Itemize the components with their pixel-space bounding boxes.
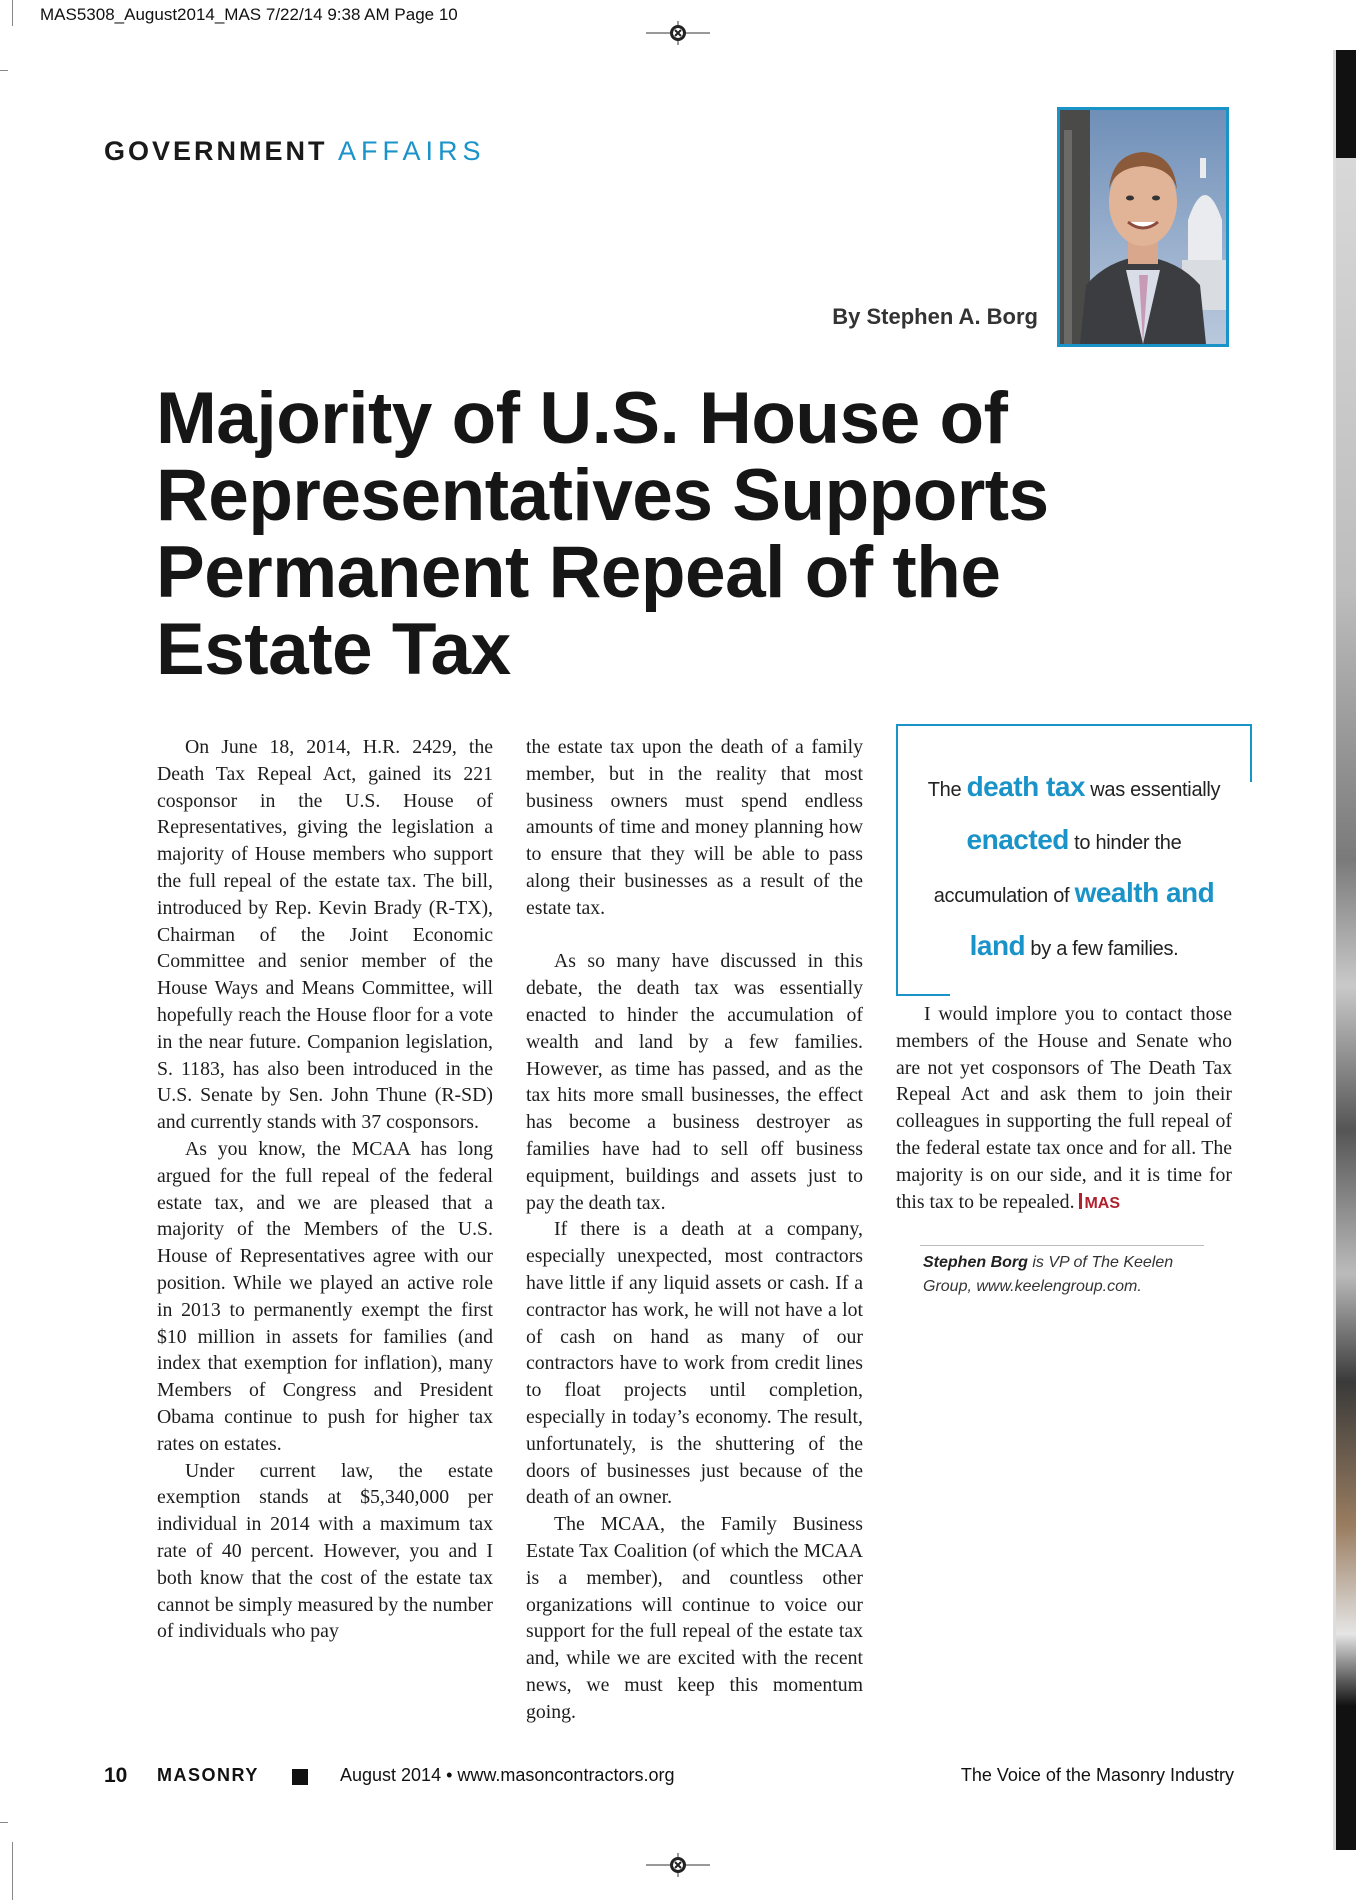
paragraph (896, 1001, 1232, 1217)
issue-date-website: August 2014 • www.masoncontractors.org (340, 1765, 675, 1785)
author-bio-name: Stephen Borg (923, 1254, 1028, 1271)
crop-mark-tl2 (0, 70, 8, 71)
pull-quote-fragment: The (927, 779, 967, 801)
pull-quote-box (896, 724, 1252, 996)
pull-quote-fragment: by a few families. (1025, 938, 1179, 960)
section-kicker-part2: AFFAIRS (338, 136, 486, 166)
paragraph: Under current law, the estate exemption stands at $5,340,000 per individual in 2014 with a maximum tax rate of 40 percent. However, you and I both know that the cost of the estate tax cannot be simply measured by the number of individuals who pay (157, 1459, 493, 1643)
registration-mark-bottom (646, 1853, 710, 1877)
crop-mark-bl2 (0, 1822, 8, 1823)
end-mark-bar (1079, 1193, 1082, 1209)
closing-text: I would implore you to contact those members of the House and Senate who are not yet cosponsors of The Death Tax Repeal Act and ask them to join their colleagues in supporting the full repeal of the federal estate tax once and for all. The majority is on our side, and it is time for this tax to be repealed. (896, 1003, 1232, 1213)
pull-quote-highlight: wealth and land (969, 877, 1215, 961)
page-edge-strip (1336, 50, 1356, 1850)
end-mark (1079, 1195, 1120, 1212)
crop-mark-bl (12, 1842, 13, 1900)
paragraph: the estate tax upon the death of a family member, but in the reality that most business owners must spend endless amounts of time and money planning how to ensure that they will be able to pass along their businesses as a result of the estate tax. (526, 736, 863, 919)
bio-divider (920, 1245, 1204, 1246)
page-footer (0, 1764, 1356, 1794)
paragraph: On June 18, 2014, H.R. 2429, the Death Tax Repeal Act, gained its 221 cosponsor in the U.S. House of Representatives, giving the legislation a majority of House members who support the full repeal of the estate tax. The bill, introduced by Rep. Kevin Brady (R-TX), Chairman of the Joint Economic Committee and senior member of the House Ways and Means Committee, will hopefully reach the House floor for a vote in the near future. Companion legislation, S. 1183, has also been introduced in the U.S. Senate by Sen. John Thune (R-SD) and currently stands with 37 cosponsors. (157, 736, 493, 1134)
paragraph: The MCAA, the Family Business Estate Tax Coalition (of which the MCAA is a member), and countless other organizations will continue to voice our support for the full repeal of the estate tax and, while we are excited with the recent news, we must keep this momentum going. (526, 1513, 863, 1723)
paragraph: If there is a death at a company, especially unexpected, most contractors have little if any liquid assets or cash. If a contractor has work, he will not have a lot of cash on hand as many of our contractors have to work from credit lines to float projects until completion, especially in today’s economy. The result, unfortunately, is the shuttering of the doors of businesses just because of the death of an owner. (526, 1218, 863, 1509)
article-column-1 (157, 734, 493, 1645)
printer-slug: MAS5308_August2014_MAS 7/22/14 9:38 AM Page 10 (40, 5, 458, 24)
pull-quote-highlight: death tax (966, 771, 1085, 802)
magazine-name: MASONRY (157, 1765, 259, 1785)
pull-quote-fragment: was essentially (1085, 779, 1221, 801)
author-bio-text: is VP of The Keelen Group, www.keelengroup.com. (923, 1254, 1174, 1295)
byline: By Stephen A. Borg (832, 304, 1038, 329)
pull-quote-highlight: enacted (966, 824, 1069, 855)
pull-quote-fragment: to hinder the accumulation of (933, 832, 1182, 907)
author-portrait-image (1060, 110, 1226, 344)
article-column-3 (896, 1001, 1232, 1217)
footer-square-icon (292, 1769, 308, 1785)
article-column-2 (526, 734, 863, 1725)
article-headline: Majority of U.S. House of Representatives Supports Permanent Repeal of the Estate Tax (156, 378, 1049, 690)
author-photo (1057, 107, 1229, 347)
paragraph: As so many have discussed in this debate, the death tax was essentially enacted to hinder the accumulation of wealth and land by a few families. However, as time has passed, and as the tax hits more small businesses, the effect has become a business destroyer as families have had to sell off business equipment, buildings and assets just to pay the death tax. (526, 950, 863, 1214)
section-kicker (104, 136, 486, 167)
page-number: 10 (104, 1764, 128, 1787)
magazine-tagline: The Voice of the Masonry Industry (960, 1765, 1234, 1785)
crop-mark-tl (12, 0, 13, 26)
pull-quote-text (914, 762, 1234, 974)
end-mark-text: MAS (1084, 1194, 1121, 1212)
section-kicker-part1: GOVERNMENT (104, 136, 328, 166)
author-bio (923, 1251, 1213, 1299)
registration-mark-top (646, 21, 710, 45)
paragraph: As you know, the MCAA has long argued for the full repeal of the federal estate tax, and we are pleased that a majority of the Members of the U.S. House of Representatives agree with our position. While we played an active role in 2013 to permanently exempt the first $10 million in assets for families (and index that exemption for inflation), many Members of Congress and President Obama continue to push for higher tax rates on estates. (157, 1137, 493, 1455)
